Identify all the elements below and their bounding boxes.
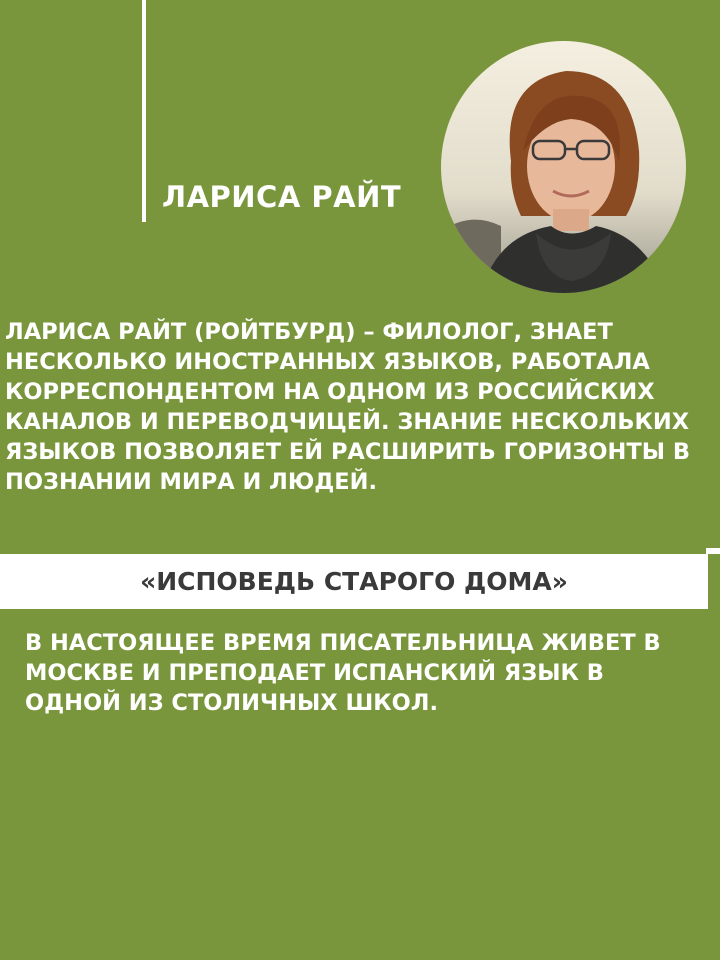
banner-accent — [706, 548, 720, 554]
book-title: «ИСПОВЕДЬ СТАРОГО ДОМА» — [140, 567, 568, 596]
book-title-banner — [0, 554, 708, 609]
author-photo — [441, 41, 686, 293]
biography-text: ЛАРИСА РАЙТ (РОЙТБУРД) – ФИЛОЛОГ, ЗНАЕТ НЕСКОЛЬКО ИНОСТРАННЫХ ЯЗЫКОВ, РАБОТАЛА КОРРЕСПОНДЕНТОМ НА ОДНОМ ИЗ РОССИЙСКИХ КАНАЛОВ И ПЕРЕВОДЧИЦЕЙ. ЗНАНИЕ НЕСКОЛЬКИХ ЯЗЫКОВ ПОЗВОЛЯЕТ ЕЙ РАСШИРИТЬ ГОРИЗОНТЫ В ПОЗНАНИИ МИРА И ЛЮДЕЙ. — [5, 319, 691, 495]
vertical-divider — [142, 0, 146, 222]
current-status-text: В НАСТОЯЩЕЕ ВРЕМЯ ПИСАТЕЛЬНИЦА ЖИВЕТ В МОСКВЕ И ПРЕПОДАЕТ ИСПАНСКИЙ ЯЗЫК В ОДНОЙ ИЗ СТОЛИЧНЫХ ШКОЛ. — [25, 630, 661, 716]
author-name: ЛАРИСА РАЙТ — [162, 180, 402, 214]
